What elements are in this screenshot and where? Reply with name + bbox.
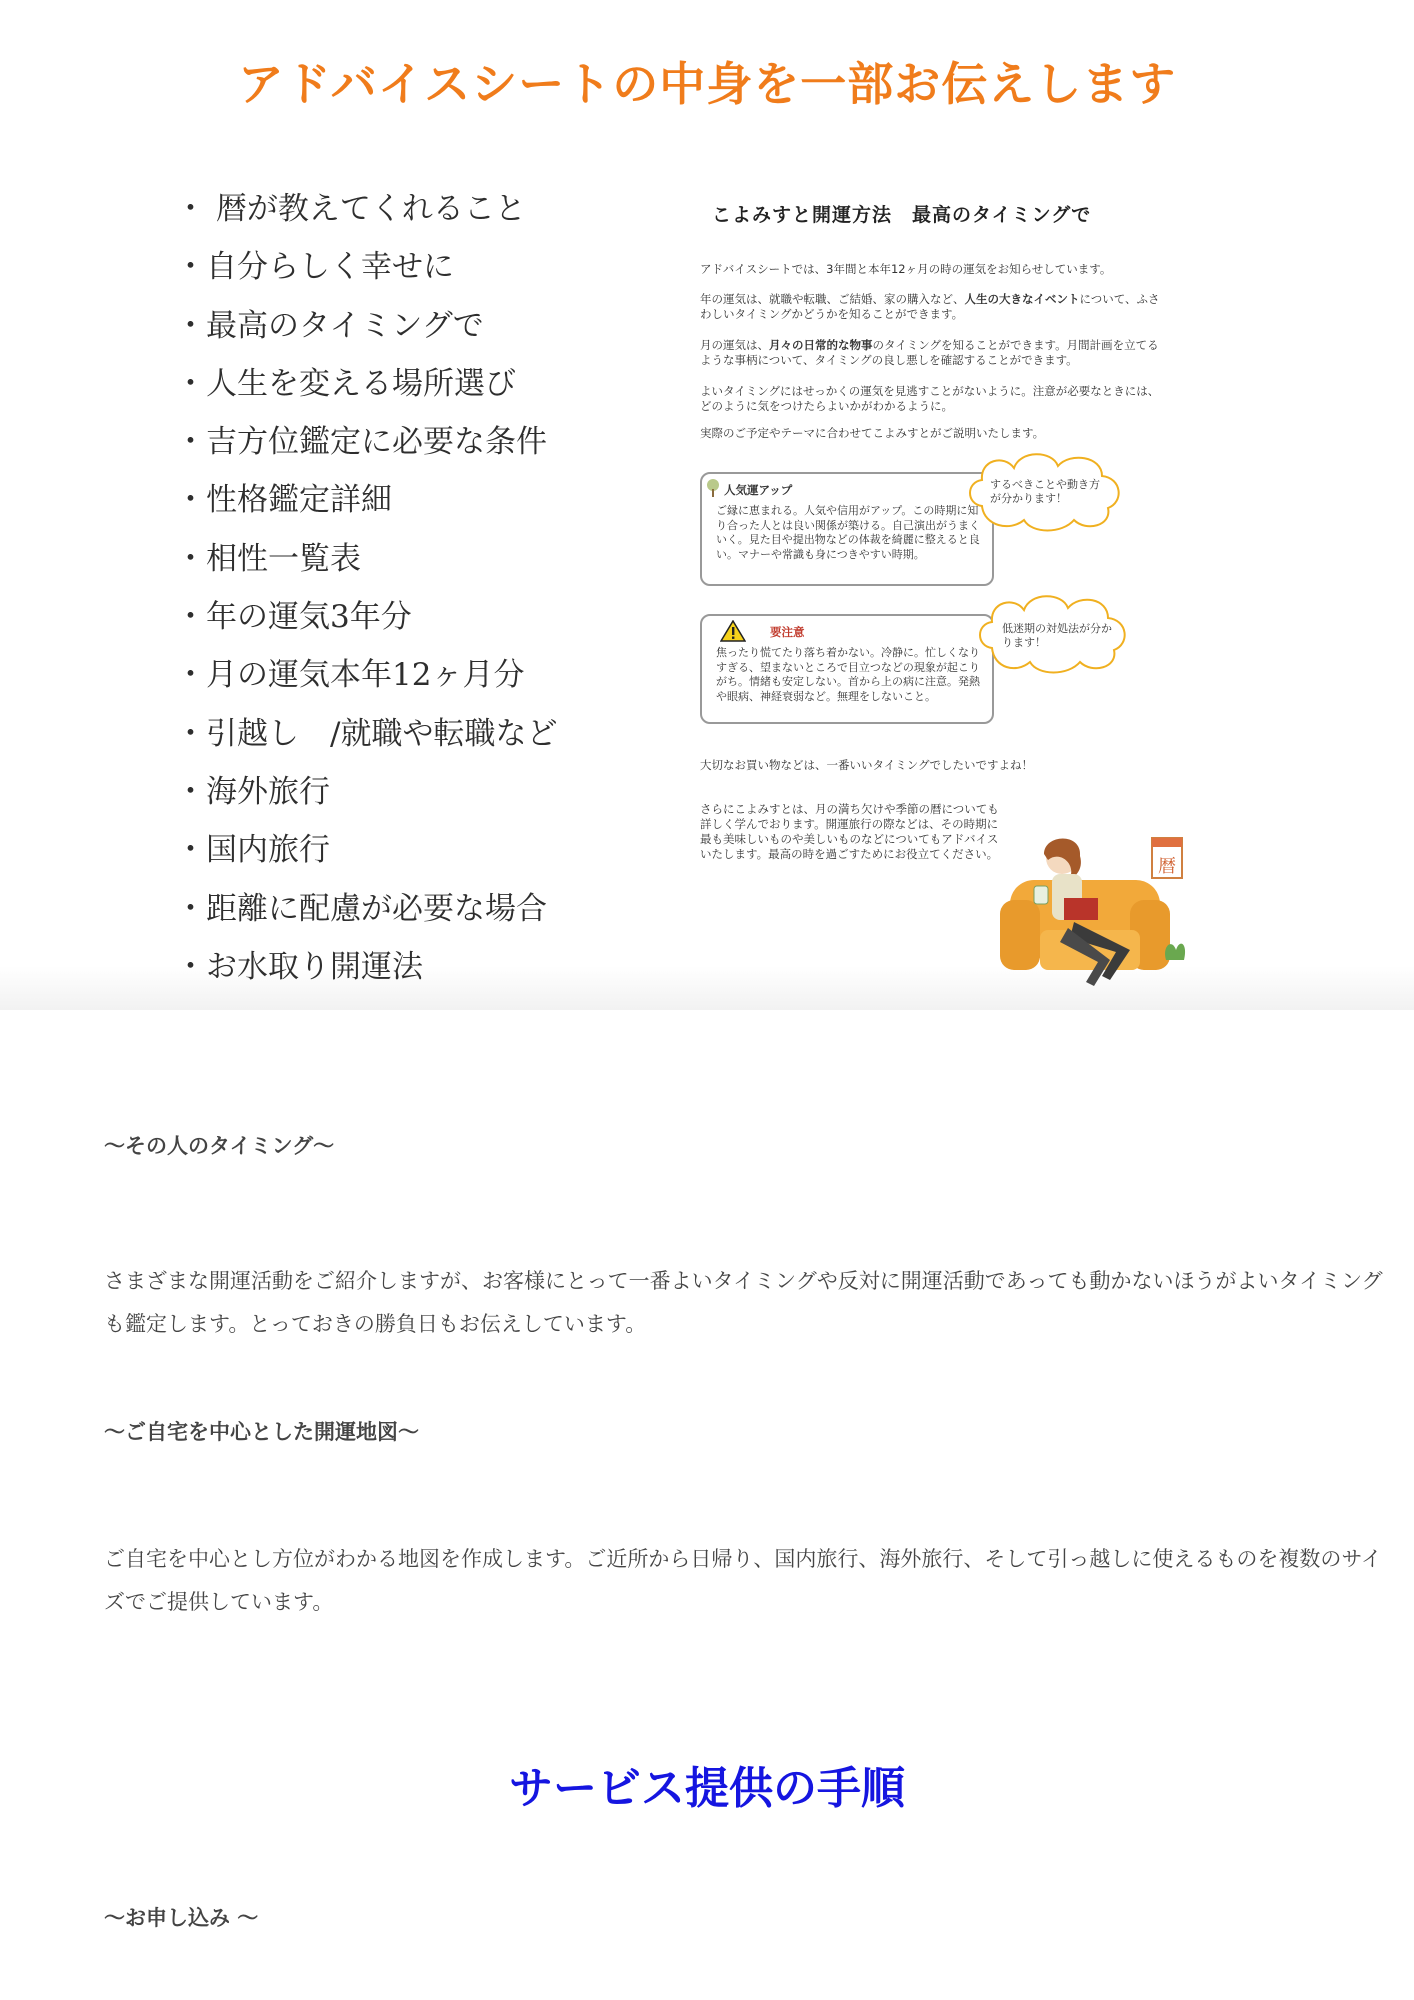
cloud-text: 低迷期の対処法が分かります！ [1002, 622, 1112, 649]
tree-icon [706, 478, 720, 498]
sheet-paragraph: さらにこよみすとは、月の満ち欠けや季節の暦についても詳しく学んでおります。開運旅行の際などは、その時期に最も美味しいものや美しいものなどについてもアドバイスいたします。最高の時を過ごすためにお役立てください。 [700, 802, 999, 861]
list-item: ・お水取り開運法 [175, 948, 423, 985]
list-item: ・自分らしく幸せに [175, 249, 454, 286]
list-item: ・距離に配慮が必要な場合 [175, 890, 547, 927]
sheet-paragraph: 月の運気は、月々の日常的な物事のタイミングを知ることができます。月間計画を立てるような事柄について、タイミングの良し悪しを確認することができます。 [700, 338, 1159, 367]
map-heading: 〜ご自宅を中心とした開運地図〜 [104, 1420, 419, 1444]
list-item: ・人生を変える場所選び [175, 365, 516, 402]
caution-period-box [700, 614, 994, 724]
list-item: ・相性一覧表 [175, 540, 361, 577]
timing-heading: 〜その人のタイミング〜 [104, 1134, 335, 1158]
box-text: ご縁に恵まれる。人気や信用がアップ。この時期に知り合った人とは良い関係が築ける。自己演出がうまくいく。見た目や提出物などの体裁を綺麗に整えると良い。マナーや常識も身につきやすい時期。 [716, 504, 980, 561]
list-item: ・引越し /就職や転職など [175, 715, 558, 752]
sheet-paragraph: アドバイスシートでは、3年間と本年12ヶ月の時の運気をお知らせしています。 [700, 262, 1112, 276]
advice-sheet-preview [690, 190, 1190, 990]
sheet-paragraph: よいタイミングにはせっかくの運気を見逃すことがないように。注意が必要なときには、どのように気をつけたらよいかがわかるように。 [700, 384, 1160, 413]
list-item: ・月の運気本年12ヶ月分 [175, 657, 525, 694]
page-title: アドバイスシートの中身を一部お伝えします [237, 57, 1177, 111]
lucky-period-box [700, 472, 994, 586]
sheet-title: こよみすと開運方法 最高のタイミングで [712, 204, 1092, 226]
box-heading: 要注意 [770, 625, 805, 639]
box-heading: 人気運アップ [724, 483, 793, 497]
feature-list [175, 180, 557, 996]
sheet-paragraph: 大切なお買い物などは、一番いいタイミングでしたいですよね！ [700, 758, 1034, 772]
sheet-paragraph: 実際のご予定やテーマに合わせてこよみすとがご説明いたします。 [700, 426, 1045, 440]
list-item: ・ 暦が教えてくれること [175, 191, 526, 227]
list-item: ・性格鑑定詳細 [175, 482, 392, 519]
warning-icon [720, 620, 746, 642]
cloud-text: するべきことや動き方が分かります！ [990, 478, 1100, 505]
timing-text: さまざまな開運活動をご紹介しますが、お客様にとって一番よいタイミングや反対に開運活動であっても動かないほうがよいタイミングも鑑定します。とっておきの勝負日もお伝えしています。 [104, 1269, 1383, 1336]
list-item: ・国内旅行 [175, 832, 330, 869]
list-item: ・海外旅行 [175, 773, 330, 810]
box-text: 焦ったり慌てたり落ち着かない。冷静に。忙しくなりすぎる、望まないところで目立つなどの現象が起こりがち。情緒も安定しない。首から上の病に注意。発熱や眼病、神経衰弱など。無理をしないこと。 [716, 646, 980, 703]
svg-text:暦: 暦 [1158, 856, 1176, 877]
list-item: ・最高のタイミングで [175, 307, 484, 344]
map-text: ご自宅を中心とし方位がわかる地図を作成します。ご近所から日帰り、国内旅行、海外旅行、そして引っ越しに使えるものを複数のサイズでご提供しています。 [104, 1547, 1382, 1614]
service-title: サービス提供の手順 [509, 1763, 905, 1814]
reading-woman-illustration [990, 810, 1190, 990]
apply-heading: 〜お申し込み 〜 [104, 1906, 259, 1930]
sheet-paragraph: 年の運気は、就職や転職、ご結婚、家の購入など、人生の大きなイベントについて、ふさわしいタイミングかどうかを知ることができます。 [700, 292, 1160, 321]
list-item: ・年の運気3年分 [175, 599, 412, 636]
list-item: ・吉方位鑑定に必要な条件 [175, 424, 547, 461]
